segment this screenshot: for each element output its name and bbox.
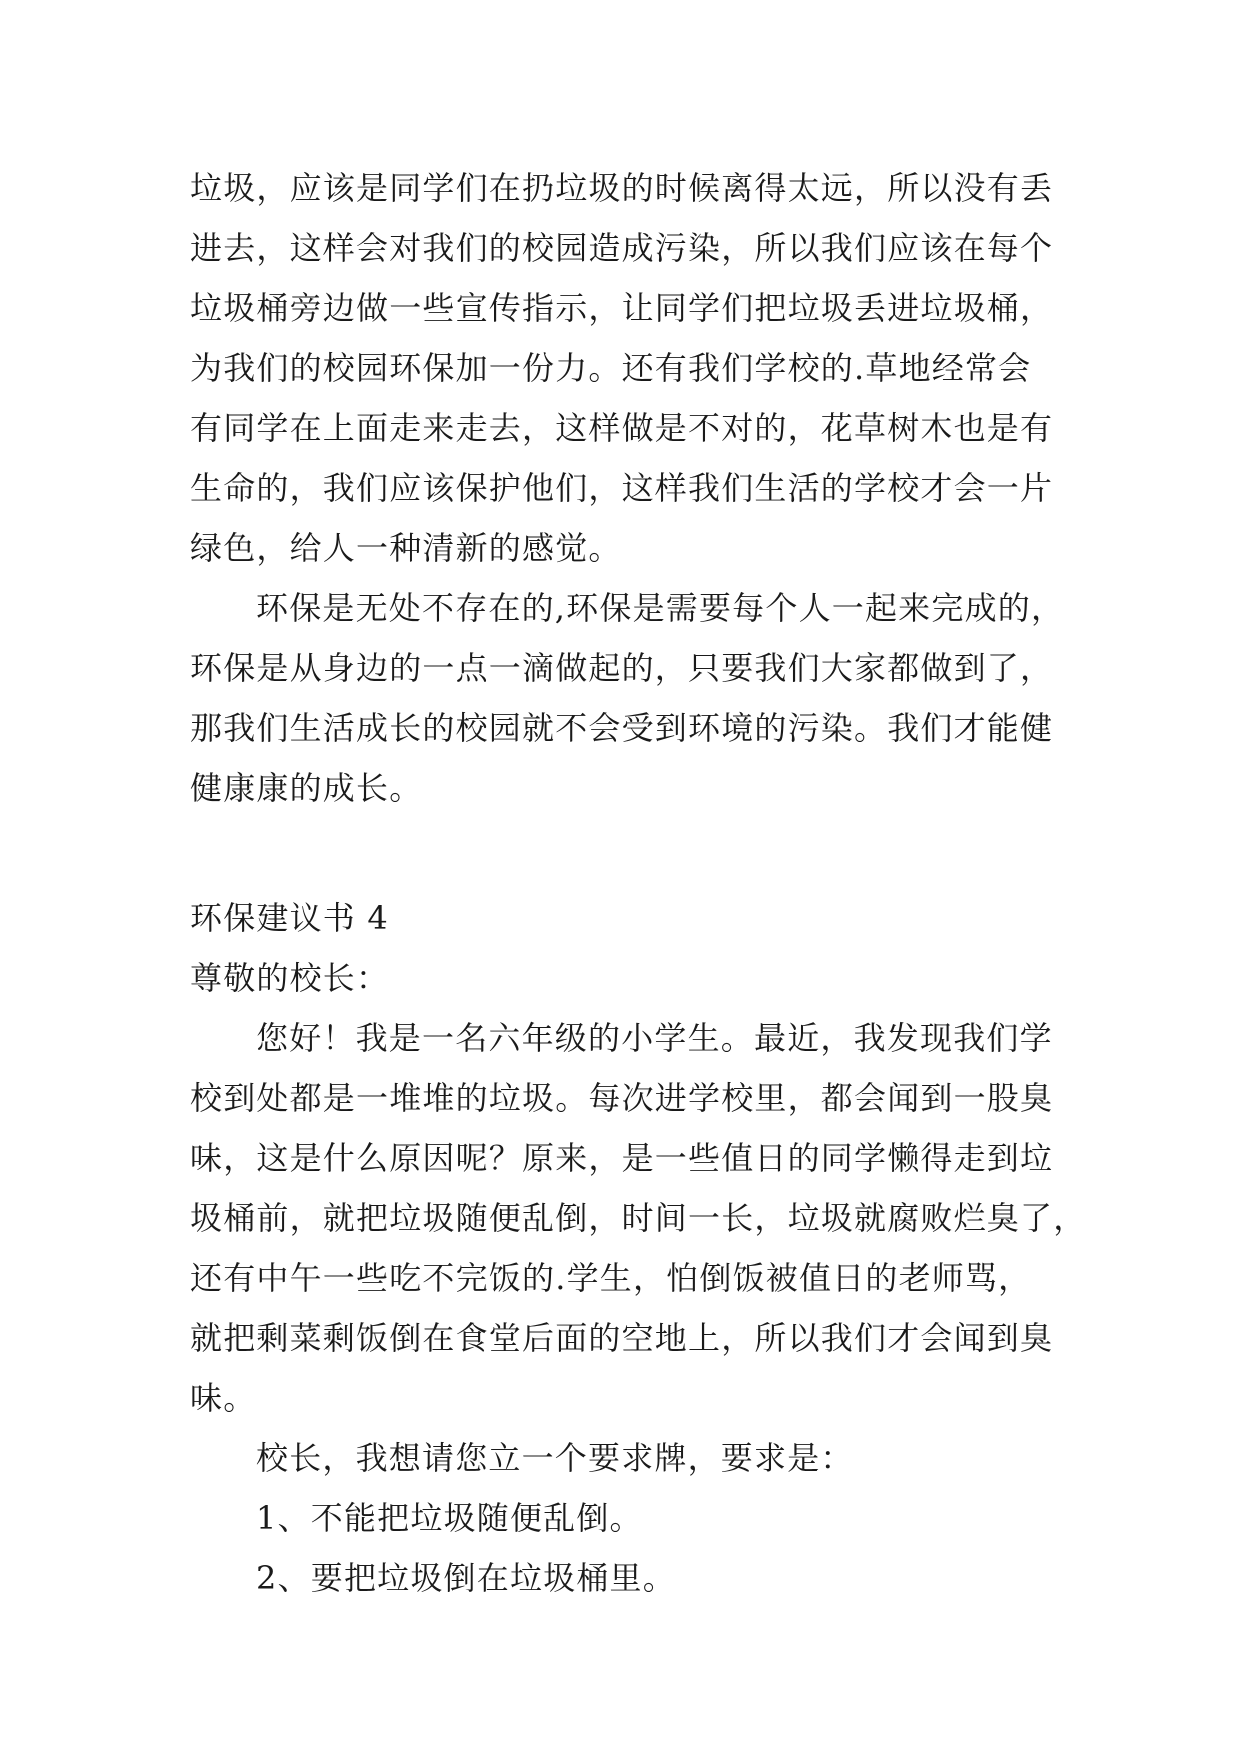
- text-line: 环保是无处不存在的,环保是需要每个人一起来完成的，: [256, 589, 1065, 627]
- text-line: 圾桶前，就把垃圾随便乱倒，时间一长，垃圾就腐败烂臭了，: [190, 1199, 1087, 1237]
- text-line: 绿色，给人一种清新的感觉。: [190, 529, 622, 567]
- section-spacer: [190, 818, 1060, 888]
- text-line: 为我们的校园环保加一份力。还有我们学校的.草地经常会: [190, 349, 1032, 387]
- text-line: 您好！我是一名六年级的小学生。最近，我发现我们学: [256, 1019, 1053, 1057]
- text-line: 那我们生活成长的校园就不会受到环境的污染。我们才能健: [190, 709, 1054, 747]
- text-line: 有同学在上面走来走去，这样做是不对的，花草树木也是有: [190, 409, 1054, 447]
- paragraph-4: 校长，我想请您立一个要求牌，要求是：: [256, 1439, 854, 1477]
- text-line: 垃圾，应该是同学们在扔垃圾的时候离得太远，所以没有丢: [190, 169, 1054, 207]
- paragraph-1: [190, 158, 1060, 578]
- text-line: 还有中午一些吃不完饭的.学生，怕倒饭被值日的老师骂，: [190, 1259, 1032, 1297]
- text-line: 垃圾桶旁边做一些宣传指示，让同学们把垃圾丢进垃圾桶，: [190, 289, 1054, 327]
- text-line: 生命的，我们应该保护他们，这样我们生活的学校才会一片: [190, 469, 1054, 507]
- list-item: 2、要把垃圾倒在垃圾桶里。: [256, 1559, 676, 1597]
- text-line: 味，这是什么原因呢？原来，是一些值日的同学懒得走到垃: [190, 1139, 1054, 1177]
- text-line: 就把剩菜剩饭倒在食堂后面的空地上，所以我们才会闻到臭: [190, 1319, 1054, 1357]
- text-line: 进去，这样会对我们的校园造成污染，所以我们应该在每个: [190, 229, 1054, 267]
- section-title: 环保建议书 4: [190, 899, 389, 937]
- text-line: 环保是从身边的一点一滴做起的，只要我们大家都做到了，: [190, 649, 1054, 687]
- list-item: 1、不能把垃圾随便乱倒。: [256, 1499, 643, 1537]
- text-line: 校到处都是一堆堆的垃圾。每次进学校里，都会闻到一股臭: [190, 1079, 1054, 1117]
- text-line: 味。: [190, 1379, 257, 1417]
- paragraph-3: [190, 1008, 1087, 1428]
- salutation: 尊敬的校长：: [190, 959, 390, 997]
- text-line: 健康康的成长。: [190, 769, 423, 807]
- document-body: [190, 158, 1087, 1608]
- paragraph-2: [190, 578, 1065, 818]
